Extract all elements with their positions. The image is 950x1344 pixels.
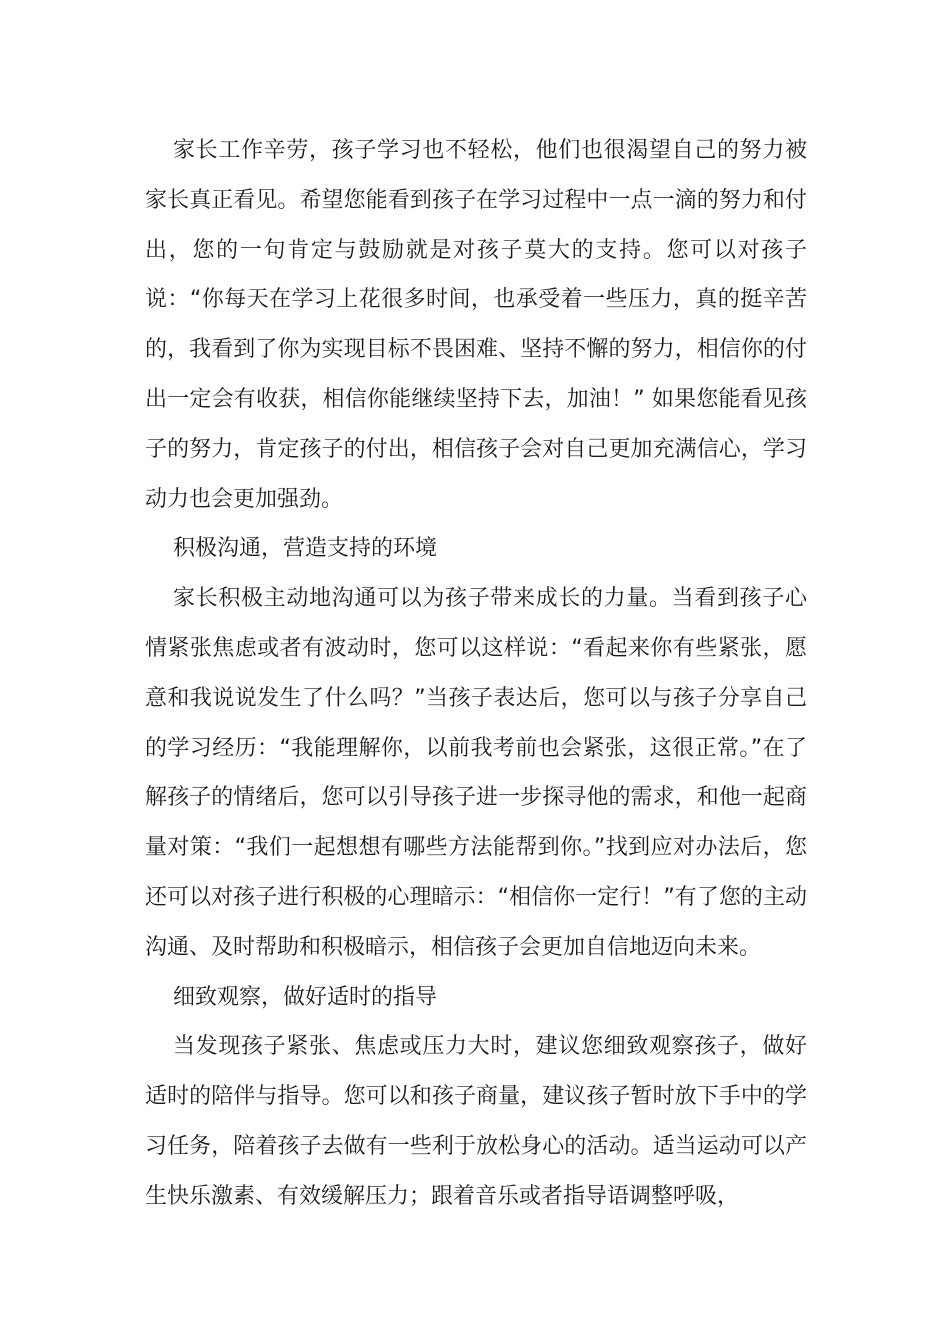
document-body: [145, 126, 807, 1222]
paragraph-communication: 家长积极主动地沟通可以为孩子带来成长的力量。当看到孩子心情紧张焦虑或者有波动时，您可以这样说：“看起来你有些紧张，愿意和我说说发生了什么吗？”当孩子表达后，您可以与孩子分享自己的学习经历：“我能理解你，以前我考前也会紧张，这很正常。”在了解孩子的情绪后，您可以引导孩子进一步探寻他的需求，和他一起商量对策：“我们一起想想有哪些方法能帮到你。”找到应对办法后，您还可以对孩子进行积极的心理暗示：“相信你一定行！”有了您的主动沟通、及时帮助和积极暗示，相信孩子会更加自信地迈向未来。: [145, 586, 807, 960]
section-heading-observation: 细致观察，做好适时的指导: [173, 984, 438, 1010]
paragraph-observation: 当发现孩子紧张、焦虑或压力大时，建议您细致观察孩子，做好适时的陪伴与指导。您可以和孩子商量，建议孩子暂时放下手中的学习任务，陪着孩子去做有一些利于放松身心的活动。适当运动可以产生快乐激素、有效缓解压力；跟着音乐或者指导语调整呼吸，: [145, 1034, 807, 1209]
paragraph-recognize-effort: 家长工作辛劳，孩子学习也不轻松，他们也很渴望自己的努力被家长真正看见。希望您能看到孩子在学习过程中一点一滴的努力和付出，您的一句肯定与鼓励就是对孩子莫大的支持。您可以对孩子说：“你每天在学习上花很多时间，也承受着一些压力，真的挺辛苦的，我看到了你为实现目标不畏困难、坚持不懈的努力，相信你的付出一定会有收获，相信你能继续坚持下去，加油！” 如果您能看见孩子的努力，肯定孩子的付出，相信孩子会对自己更加充满信心，学习动力也会更加强劲。: [145, 138, 807, 512]
section-heading-communication: 积极沟通，营造支持的环境: [173, 536, 438, 562]
